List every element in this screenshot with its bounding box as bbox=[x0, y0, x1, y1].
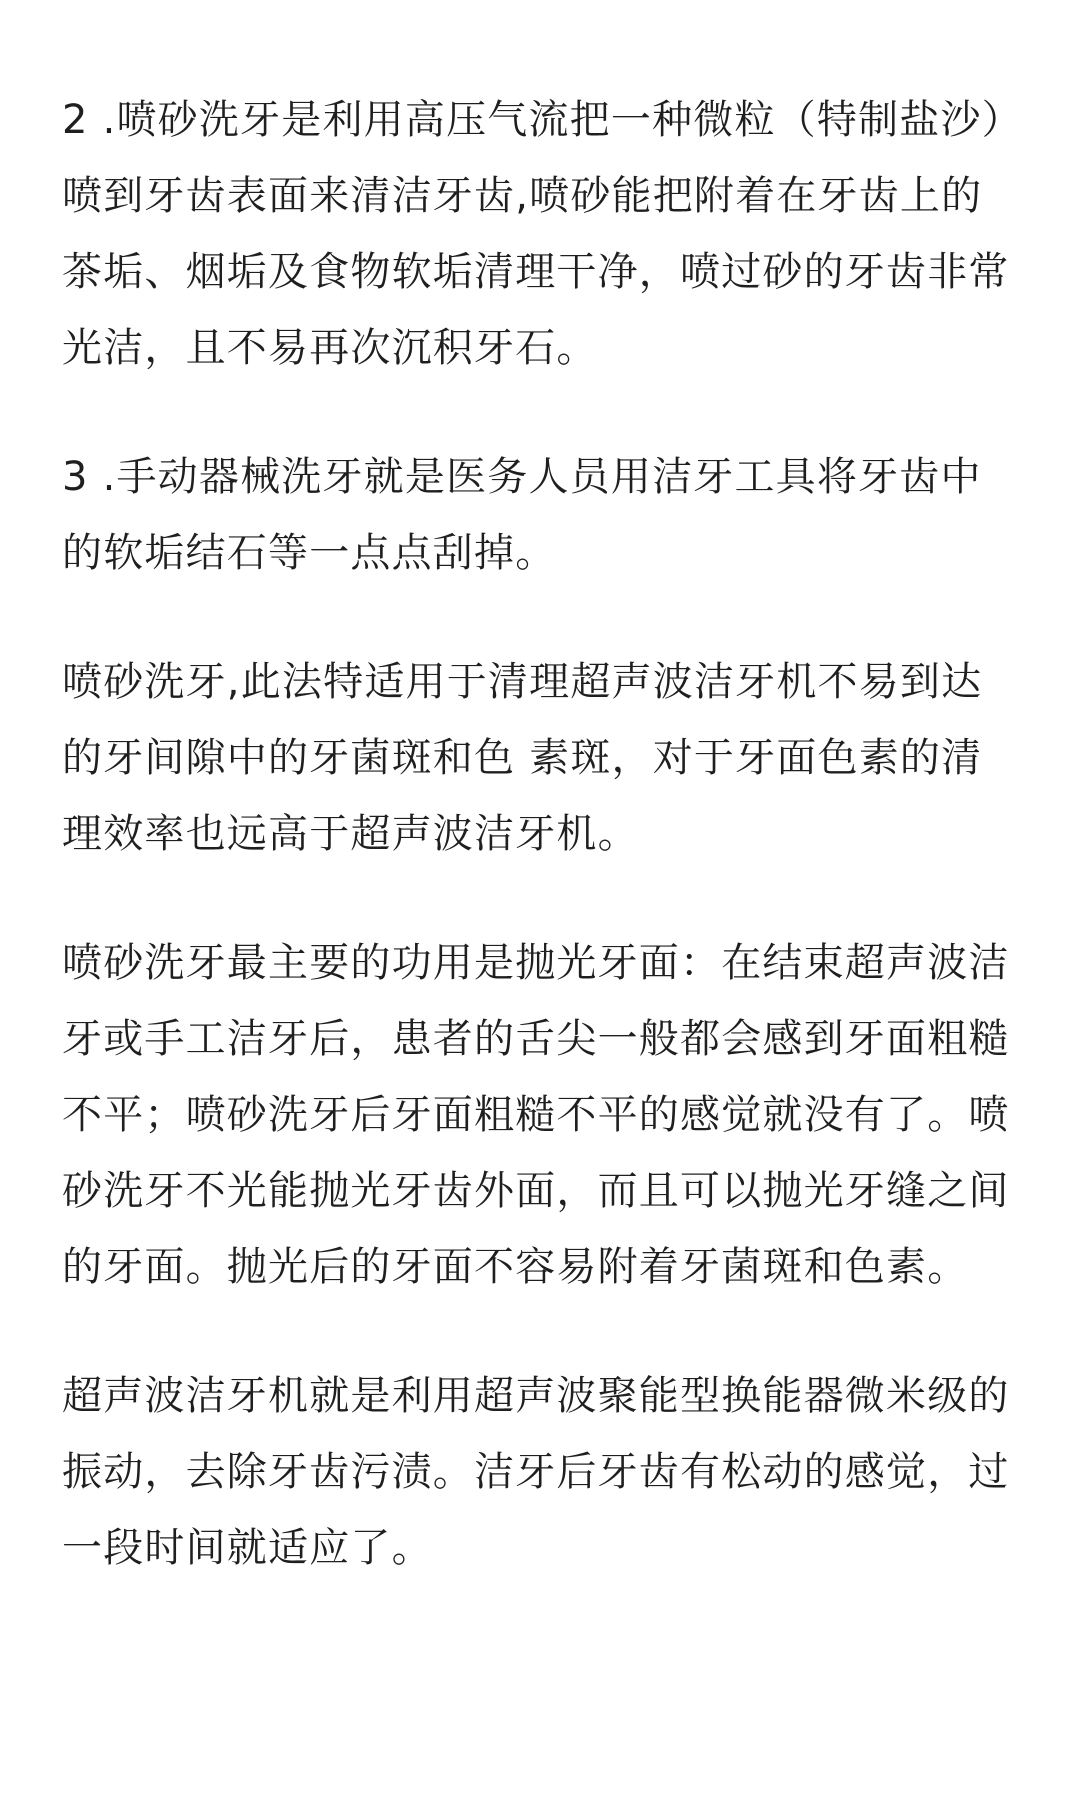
article-body bbox=[62, 82, 1022, 1639]
paragraph-sandblasting-method: 2 .喷砂洗牙是利用高压气流把一种微粒（特制盐沙）喷到牙齿表面来清洁牙齿,喷砂能把附着在牙齿上的茶垢、烟垢及食物软垢清理干净，喷过砂的牙齿非常光洁，且不易再次沉积牙石。 bbox=[62, 97, 1010, 371]
paragraph-manual-scaling: 3 .手动器械洗牙就是医务人员用洁牙工具将牙齿中的软垢结石等一点点刮掉。 bbox=[62, 454, 982, 576]
paragraph-ultrasonic: 超声波洁牙机就是利用超声波聚能型换能器微米级的振动，去除牙齿污渍。洁牙后牙齿有松动的感觉，过一段时间就适应了。 bbox=[62, 1373, 1010, 1571]
paragraph-sandblasting-usage: 喷砂洗牙,此法特适用于清理超声波洁牙机不易到达的牙间隙中的牙菌斑和色 素斑，对于牙面色素的清理效率也远高于超声波洁牙机。 bbox=[62, 659, 983, 857]
paragraph-polishing: 喷砂洗牙最主要的功用是抛光牙面：在结束超声波洁牙或手工洁牙后，患者的舌尖一般都会感到牙面粗糙不平；喷砂洗牙后牙面粗糙不平的感觉就没有了。喷砂洗牙不光能抛光牙齿外面，而且可以抛光牙缝之间的牙面。抛光后的牙面不容易附着牙菌斑和色素。 bbox=[62, 940, 1010, 1290]
